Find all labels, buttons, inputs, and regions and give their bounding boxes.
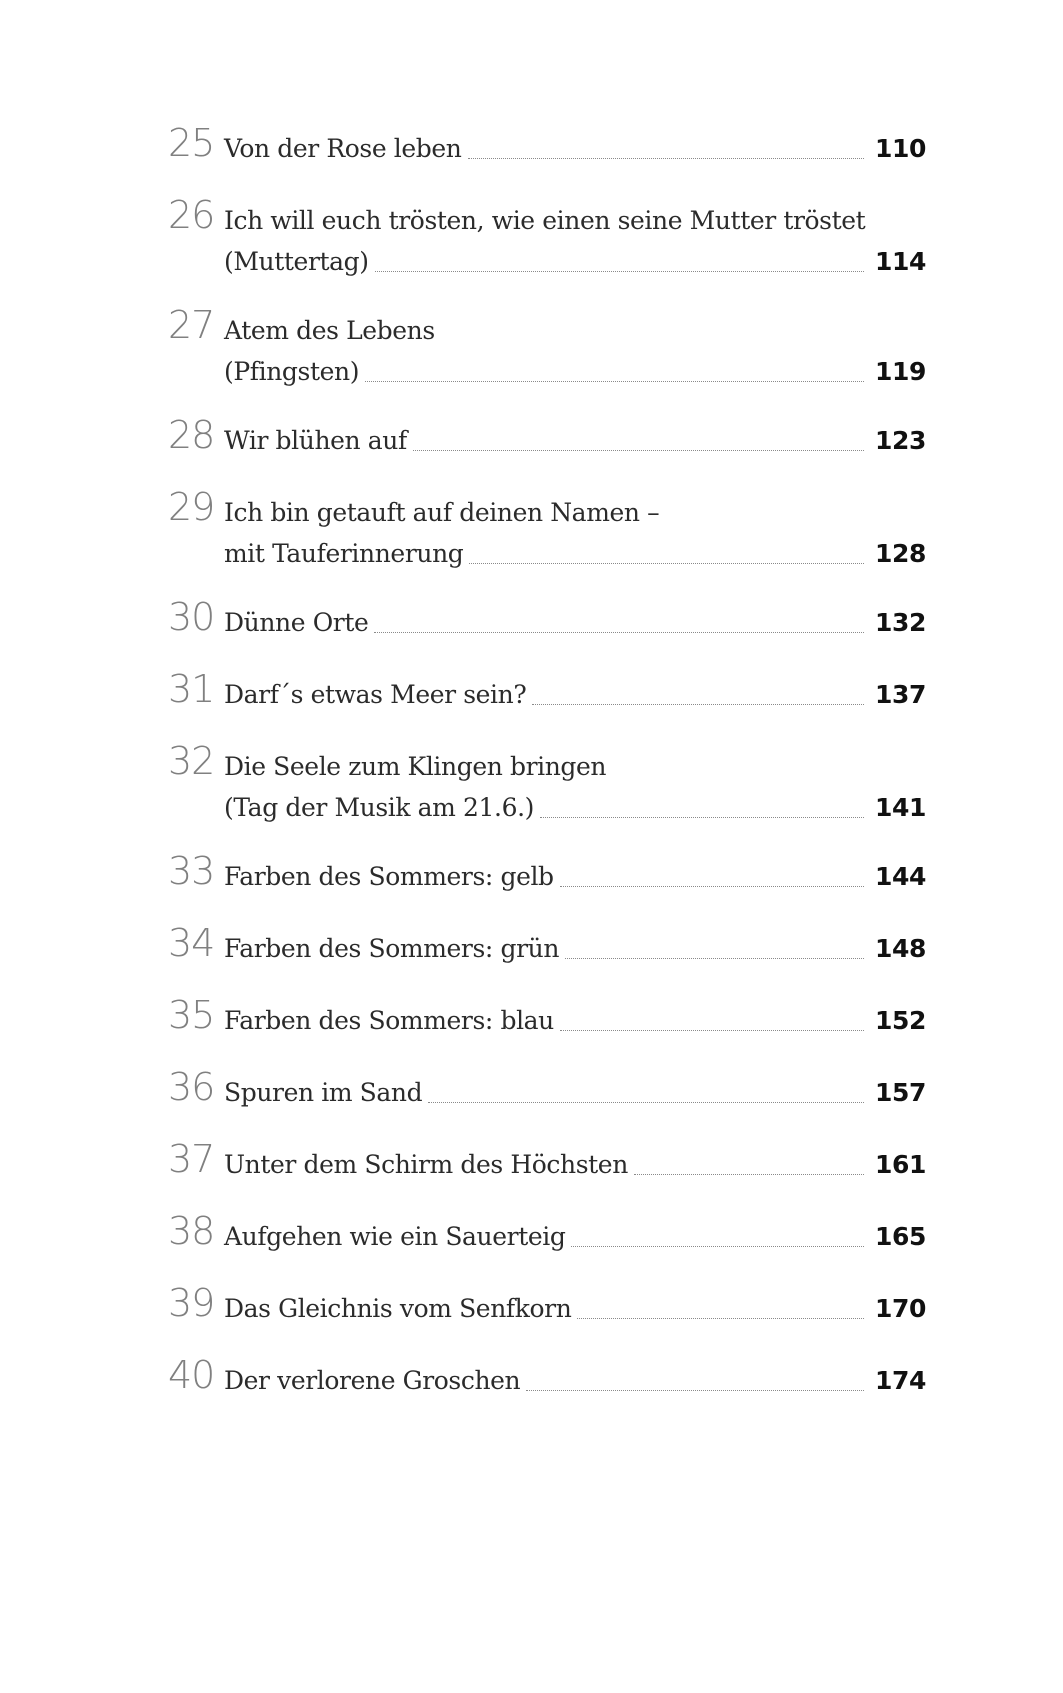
- chapter-title-block: [224, 1288, 926, 1329]
- title-line-with-page: [224, 856, 926, 897]
- chapter-number: 38: [168, 1209, 215, 1253]
- chapter-title-block: [224, 674, 926, 715]
- dot-leader: [526, 1390, 864, 1391]
- chapter-title-block: [224, 1360, 926, 1401]
- title-line: [224, 310, 926, 351]
- dot-leader: [560, 1030, 864, 1031]
- page-number: 141: [875, 793, 926, 822]
- toc-entry: [168, 413, 926, 462]
- chapter-title-block: [224, 1144, 926, 1185]
- dot-leader: [469, 563, 864, 564]
- chapter-title: (Tag der Musik am 21.6.): [224, 793, 534, 822]
- page-number: 119: [875, 357, 926, 386]
- title-line-with-page: [224, 128, 926, 169]
- dot-leader: [375, 271, 864, 272]
- title-line: [224, 746, 926, 787]
- toc-entry: [168, 1209, 926, 1258]
- toc-entry: [168, 121, 926, 170]
- title-line-with-page: [224, 602, 926, 643]
- chapter-title: Spuren im Sand: [224, 1078, 423, 1107]
- chapter-number: 39: [168, 1281, 215, 1325]
- chapter-title: Farben des Sommers: blau: [224, 1006, 554, 1035]
- title-line-with-page: [224, 420, 926, 461]
- title-line-with-page: [224, 674, 926, 715]
- chapter-title: Farben des Sommers: gelb: [224, 862, 554, 891]
- toc-entry: [168, 485, 926, 574]
- dot-leader: [468, 158, 865, 159]
- dot-leader: [634, 1174, 864, 1175]
- page-number: 132: [875, 608, 926, 637]
- chapter-title: Farben des Sommers: grün: [224, 934, 560, 963]
- toc-entry: [168, 739, 926, 828]
- chapter-number: 33: [168, 849, 215, 893]
- title-line-with-page: [224, 787, 926, 828]
- title-line-with-page: [224, 928, 926, 969]
- toc-entry: [168, 1065, 926, 1114]
- toc-entry: [168, 667, 926, 716]
- dot-leader: [565, 958, 864, 959]
- chapter-title: Dünne Orte: [224, 608, 369, 637]
- chapter-title-block: [224, 856, 926, 897]
- toc-entry: [168, 993, 926, 1042]
- title-line-with-page: [224, 351, 926, 392]
- chapter-title: Der verlorene Groschen: [224, 1366, 521, 1395]
- chapter-title-block: [224, 928, 926, 969]
- title-line: [224, 492, 926, 533]
- toc-entry: [168, 595, 926, 644]
- dot-leader: [413, 450, 864, 451]
- chapter-title-block: [224, 602, 926, 643]
- chapter-number: 28: [168, 413, 215, 457]
- toc-entry: [168, 303, 926, 392]
- chapter-title-block: [224, 1072, 926, 1113]
- page-number: 110: [875, 134, 926, 163]
- toc-entry: [168, 1353, 926, 1402]
- table-of-contents: [168, 121, 926, 1432]
- page-number: 123: [875, 426, 926, 455]
- toc-entry: [168, 921, 926, 970]
- dot-leader: [428, 1102, 864, 1103]
- chapter-number: 29: [168, 485, 215, 529]
- chapter-title-block: [224, 310, 926, 392]
- page-number: 128: [875, 539, 926, 568]
- toc-entry: [168, 1137, 926, 1186]
- toc-entry: [168, 849, 926, 898]
- chapter-number: 27: [168, 303, 215, 347]
- page-number: 152: [875, 1006, 926, 1035]
- page-number: 157: [875, 1078, 926, 1107]
- chapter-title-block: [224, 420, 926, 461]
- chapter-title: Darf´s etwas Meer sein?: [224, 680, 527, 709]
- chapter-number: 30: [168, 595, 215, 639]
- page-number: 165: [875, 1222, 926, 1251]
- dot-leader: [540, 817, 864, 818]
- chapter-title: Wir blühen auf: [224, 426, 407, 455]
- chapter-title-block: [224, 746, 926, 828]
- chapter-number: 26: [168, 193, 215, 237]
- title-line-with-page: [224, 533, 926, 574]
- dot-leader: [374, 632, 864, 633]
- chapter-number: 36: [168, 1065, 215, 1109]
- dot-leader: [365, 381, 864, 382]
- page-number: 144: [875, 862, 926, 891]
- chapter-title: Ich bin getauft auf deinen Namen –: [224, 498, 660, 527]
- chapter-number: 40: [168, 1353, 215, 1397]
- chapter-number: 32: [168, 739, 215, 783]
- page-number: 114: [875, 247, 926, 276]
- chapter-number: 25: [168, 121, 215, 165]
- chapter-title: mit Tauferinnerung: [224, 539, 464, 568]
- chapter-title: Unter dem Schirm des Höchsten: [224, 1150, 628, 1179]
- toc-entry: [168, 1281, 926, 1330]
- title-line: [224, 200, 926, 241]
- chapter-title: Von der Rose leben: [224, 134, 462, 163]
- chapter-title-block: [224, 200, 926, 282]
- chapter-title: (Muttertag): [224, 247, 369, 276]
- chapter-title: Aufgehen wie ein Sauerteig: [224, 1222, 566, 1251]
- dot-leader: [532, 704, 864, 705]
- chapter-number: 31: [168, 667, 215, 711]
- title-line-with-page: [224, 1144, 926, 1185]
- dot-leader: [577, 1318, 864, 1319]
- chapter-title-block: [224, 1216, 926, 1257]
- title-line-with-page: [224, 1360, 926, 1401]
- toc-entry: [168, 193, 926, 282]
- page-number: 148: [875, 934, 926, 963]
- chapter-title: (Pfingsten): [224, 357, 360, 386]
- chapter-title-block: [224, 1000, 926, 1041]
- page-number: 137: [875, 680, 926, 709]
- dot-leader: [571, 1246, 864, 1247]
- chapter-title: Das Gleichnis vom Senfkorn: [224, 1294, 572, 1323]
- title-line-with-page: [224, 1000, 926, 1041]
- chapter-title: Die Seele zum Klingen bringen: [224, 752, 607, 781]
- title-line-with-page: [224, 1072, 926, 1113]
- page-number: 161: [875, 1150, 926, 1179]
- title-line-with-page: [224, 1216, 926, 1257]
- chapter-title: Ich will euch trösten, wie einen seine Mutter tröstet: [224, 206, 866, 235]
- title-line-with-page: [224, 1288, 926, 1329]
- chapter-number: 35: [168, 993, 215, 1037]
- chapter-title: Atem des Lebens: [224, 316, 435, 345]
- chapter-title-block: [224, 128, 926, 169]
- dot-leader: [560, 886, 864, 887]
- page-number: 174: [875, 1366, 926, 1395]
- chapter-title-block: [224, 492, 926, 574]
- title-line-with-page: [224, 241, 926, 282]
- page-number: 170: [875, 1294, 926, 1323]
- chapter-number: 34: [168, 921, 215, 965]
- chapter-number: 37: [168, 1137, 215, 1181]
